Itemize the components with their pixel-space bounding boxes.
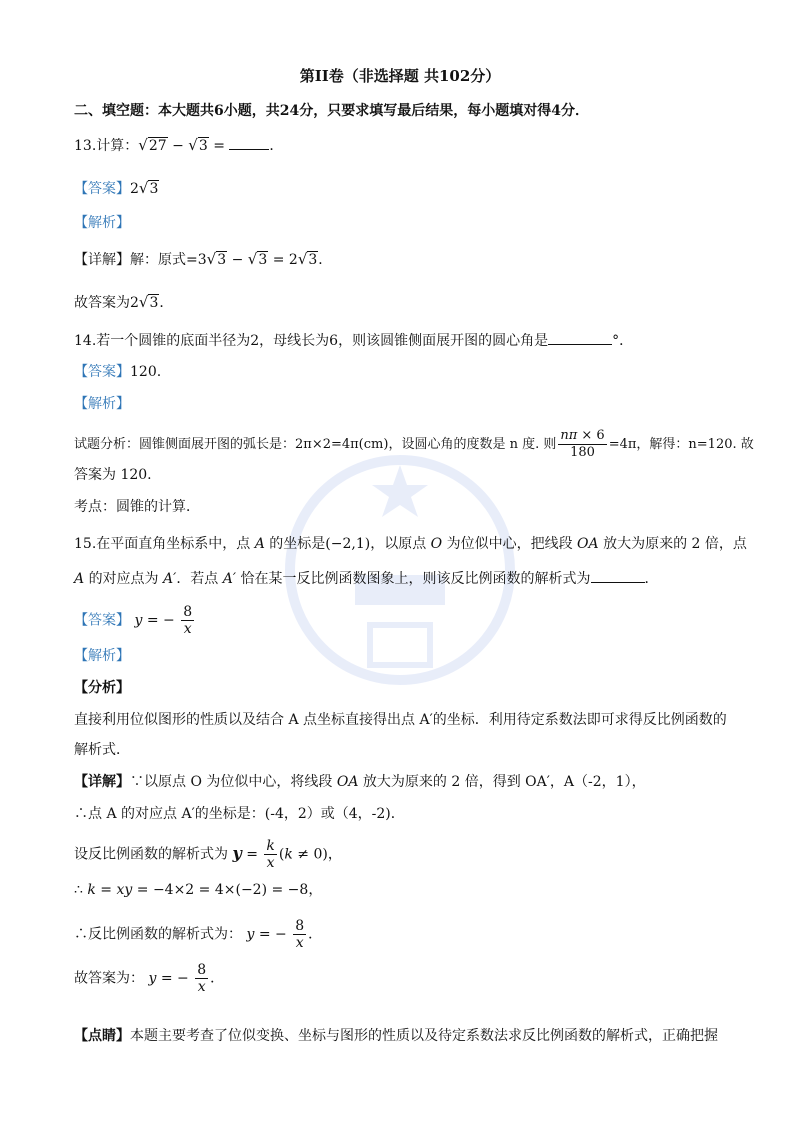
q15-analysis-tag: 【解析】 [74,648,130,664]
q14-detail: 试题分析：圆锥侧面展开图的弧长是：2π×2=4π(cm)，设圆心角的度数是 n 度. 则 $\frac{n\pi \times 6}{180}$ =4π，解得：n=120. 故 [74,428,754,460]
dianjing-tag: 【点睛】 [74,1028,130,1044]
q13-conclusion: 故答案为2√3． [74,293,174,311]
q15-detail-5: ∴反比例函数的解析式为： y = − $\frac{8}{x}$ ． [74,918,323,951]
q15-detail-1: 【详解】∵以原点 O 为位似中心，将线段 OA 放大为原来的 2 倍，得到 OA′，A（-2，1）， [74,774,646,790]
q14-answer: 【答案】120. [74,364,162,380]
section-heading: 二、填空题：本大题共6小题，共24分，只要求填写最后结果，每小题填对得4分． [74,103,589,119]
q15-fenxi-1: 直接利用位似图形的性质以及结合 A 点坐标直接得出点 A′的坐标．利用待定系数法即可求得反比例函数的 [74,712,727,728]
page-title: 第II卷（非选择题 共102分） [299,67,501,85]
answer-tag: 【答案】 [74,612,130,629]
q13-answer: 【答案】2√3 [74,179,159,197]
q14-detail-cont: 答案为 120. [74,467,152,483]
fraction: $\frac{8}{x}$ [295,918,305,951]
detail-tag: 【详解】 [74,774,130,790]
q13-analysis-tag: 【解析】 [74,215,130,231]
fraction: $\frac{8}{x}$ [183,604,193,637]
fraction: $\frac{8}{x}$ [197,962,207,995]
fraction: $\frac{n\pi \times 6}{180}$ [560,428,605,460]
question-14: 14.若一个圆锥的底面半径为2，母线长为6，则该圆锥侧面展开图的圆心角是 °． [74,330,633,351]
question-15-line1: 15.在平面直角坐标系中，点 A 的坐标是(−2,1)，以原点 O 为位似中心，把线段 OA 放大为原来的 2 倍，点 [74,536,747,552]
q14-analysis-tag: 【解析】 [74,396,130,412]
q14-kaodian: 考点：圆锥的计算． [74,499,200,515]
q15-detail-6: 故答案为： y = − $\frac{8}{x}$ ． [74,962,225,995]
question-13: 13.计算：√27 − √3 = ． [74,136,284,154]
answer-tag: 【答案】 [74,181,130,197]
q15-detail-4: ∴ k = xy = −4×2 = 4×(−2) = −8， [74,882,323,898]
answer-blank [229,135,269,150]
question-13-prefix: 13.计算： [74,138,139,154]
answer-blank [591,568,645,583]
question-15-line2: A 的对应点为 A′．若点 A′ 恰在某一反比例函数图象上，则该反比例函数的解析式为 ． [74,568,659,589]
q15-fenxi-2: 解析式． [74,742,130,758]
q13-detail: 【详解】解：原式=3√3 − √3 = 2√3． [74,250,333,268]
answer-tag: 【答案】 [74,364,130,380]
q15-detail-3: 设反比例函数的解析式为 y = $\frac{k}{x}$ (k ≠ 0)， [74,838,342,871]
fraction: $\frac{k}{x}$ [266,838,275,871]
q15-detail-2: ∴点 A 的对应点 A′的坐标是：(-4，2）或（4，-2)． [74,806,405,822]
detail-tag: 【详解】 [74,252,130,268]
q15-answer: 【答案】 y = − $\frac{8}{x}$ [74,604,193,637]
answer-blank [548,330,612,345]
q15-fenxi-tag: 【分析】 [74,680,130,696]
q15-dianjing: 【点睛】本题主要考查了位似变换、坐标与图形的性质以及待定系数法求反比例函数的解析式，正确把握 [74,1028,718,1044]
